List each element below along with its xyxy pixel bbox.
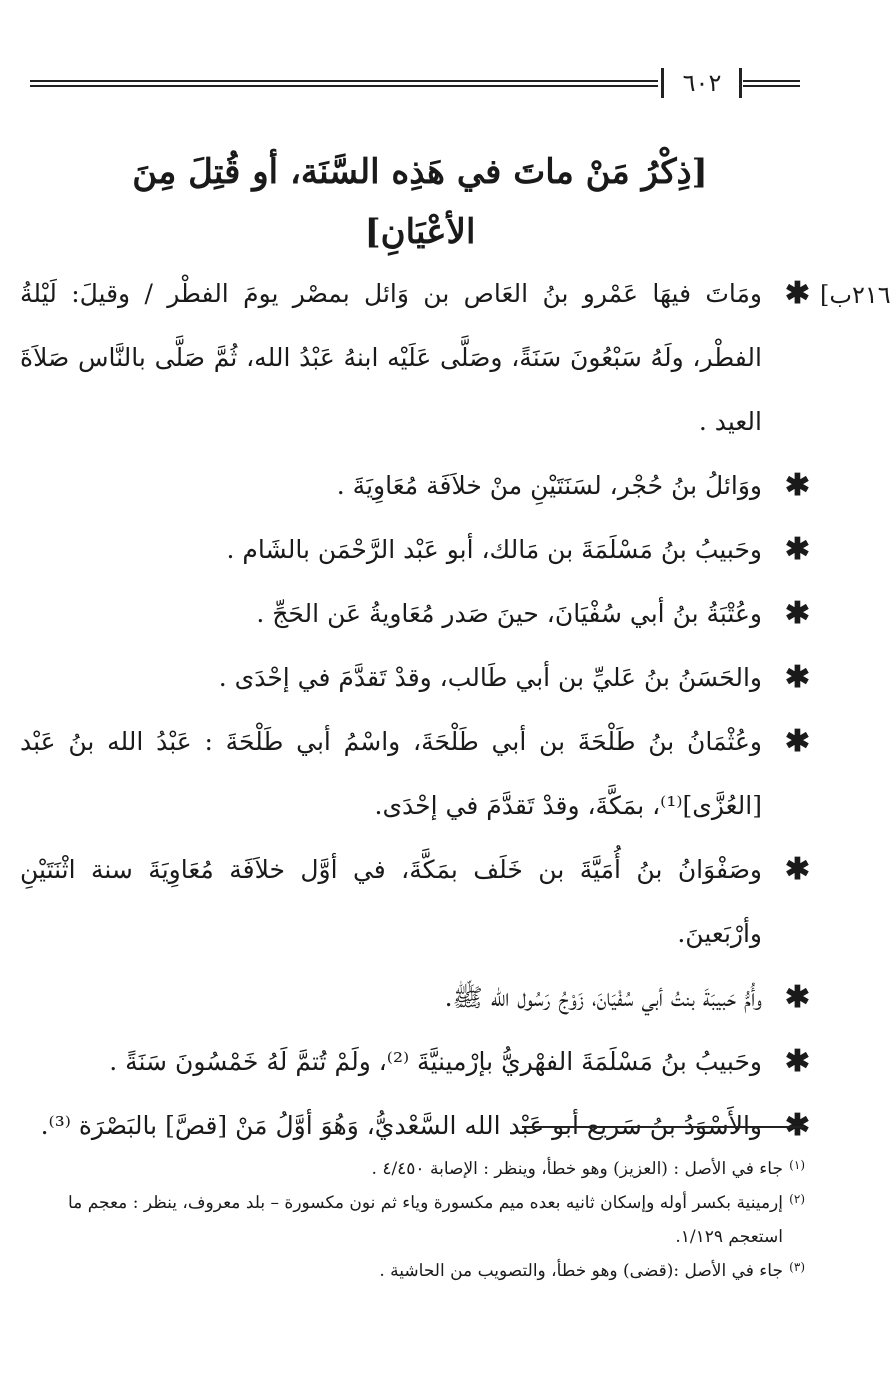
asterisk-icon: ✱ xyxy=(784,1044,810,1079)
entry-item xyxy=(20,646,810,710)
entry-item xyxy=(20,518,810,582)
asterisk-icon: ✱ xyxy=(784,468,810,503)
asterisk-icon: ✱ xyxy=(784,724,810,759)
entry-text: وحَبيبُ بنُ مَسْلَمَةَ الفهْريُّ بإرْمينيَّةَ ⁽²⁾، ولَمْ تُتمَّ لَهُ خَمْسُونَ سَنَةً . xyxy=(109,1047,762,1076)
asterisk-icon: ✱ xyxy=(784,980,810,1015)
footnote xyxy=(30,1186,805,1254)
entry-list xyxy=(20,262,810,1158)
header-bar-right xyxy=(739,68,742,98)
footnote xyxy=(30,1254,805,1288)
header-rule-right xyxy=(743,80,800,87)
entry-item xyxy=(20,966,810,1030)
entry-item xyxy=(20,582,810,646)
footnotes xyxy=(30,1152,805,1288)
page-header xyxy=(30,66,800,106)
entry-item xyxy=(20,454,810,518)
entry-text: والأَسْوَدُ بنُ سَريع أبو عَبْد الله السَّعْديُّ، وَهُوَ أوَّلُ مَنْ [قصَّ] بالبَصْرَة ⁽³⁾. xyxy=(40,1111,762,1140)
footnote-number: (٣) xyxy=(789,1260,805,1274)
footnote-divider xyxy=(522,1126,804,1128)
header-bar-left xyxy=(661,68,664,98)
entry-text: وعُتْبَةُ بنُ أبي سُفْيَانَ، حينَ صَدر مُعَاويةُ عَن الحَجِّ . xyxy=(256,599,762,628)
header-rule-left xyxy=(30,80,658,87)
entry-item xyxy=(20,1030,810,1094)
footnote-text: جاء في الأصل :(قضى) وهو خطأ، والتصويب من الحاشية . xyxy=(379,1261,783,1281)
entry-text: ومَاتَ فيهَا عَمْرو بنُ العَاص بن وَائل بمصْر يومَ الفطْر / وقيلَ: لَيْلةُ الفطْر، ولَهُ سَبْعُونَ سَنَةً، وصَلَّى عَلَيْه ابنهُ عَبْدُ الله، ثُمَّ صَلَّى بالنَّاس صَلاَةَ العيد . xyxy=(20,279,762,436)
entry-item xyxy=(20,262,810,454)
asterisk-icon: ✱ xyxy=(784,532,810,567)
marginal-folio-note: ٢١٦ب] xyxy=(820,281,891,309)
entry-text: وأُمُّ حَبيبَةَ بنتُ أبي سُفْيَانَ، زَوْجُ رَسُول الله ﷺ. xyxy=(444,983,762,1012)
footnote-number: (١) xyxy=(789,1158,805,1172)
entry-item xyxy=(20,710,810,838)
asterisk-icon: ✱ xyxy=(784,596,810,631)
entry-text: وعُثْمَانُ بنُ طَلْحَةَ بن أبي طَلْحَةَ، واسْمُ أبي طَلْحَةَ : عَبْدُ الله بنُ عَبْد [العُزَّى]⁽¹⁾، بمَكَّةَ، وقدْ تَقدَّمَ في إحْدَى. xyxy=(20,727,762,820)
page-number: ٦٠٢ xyxy=(682,69,722,97)
asterisk-icon: ✱ xyxy=(784,1108,810,1143)
entry-item xyxy=(20,838,810,966)
entry-text: والحَسَنُ بنُ عَليِّ بن أبي طَالب، وقدْ تَقدَّمَ في إحْدَى . xyxy=(218,663,762,692)
footnote-text: جاء في الأصل : (العزيز) وهو خطأ، وينظر : الإصابة ٤/٤٥٠ . xyxy=(371,1159,783,1179)
footnote xyxy=(30,1152,805,1186)
footnote-number: (٢) xyxy=(789,1192,805,1206)
entry-text: وصَفْوَانُ بنُ أُمَيَّةَ بن خَلَف بمَكَّةَ، في أوَّل خلاَفَة مُعَاوِيَةَ سنة اثْنَتَيْنِ وأرْبَعينَ. xyxy=(20,855,762,948)
section-title: [ذِكْرُ مَنْ ماتَ في هَذِه السَّنَة، أو قُتِلَ مِنَ الأعْيَانِ] xyxy=(132,152,708,252)
asterisk-icon: ✱ xyxy=(784,660,810,695)
entry-text: وحَبيبُ بنُ مَسْلَمَةَ بن مَالك، أبو عَبْد الرَّحْمَن بالشَام . xyxy=(226,535,762,564)
footnote-text: إرمينية بكسر أوله وإسكان ثانيه بعده ميم مكسورة وياء ثم نون مكسورة – بلد معروف، ينظر : معجم ما استعجم ١/١٢٩. xyxy=(68,1193,783,1247)
asterisk-icon: ✱ xyxy=(784,276,810,311)
entry-text: ووَائلُ بنُ حُجْر، لسَنَتَيْنِ منْ خلاَفَة مُعَاوِيَةَ . xyxy=(336,471,762,500)
asterisk-icon: ✱ xyxy=(784,852,810,887)
